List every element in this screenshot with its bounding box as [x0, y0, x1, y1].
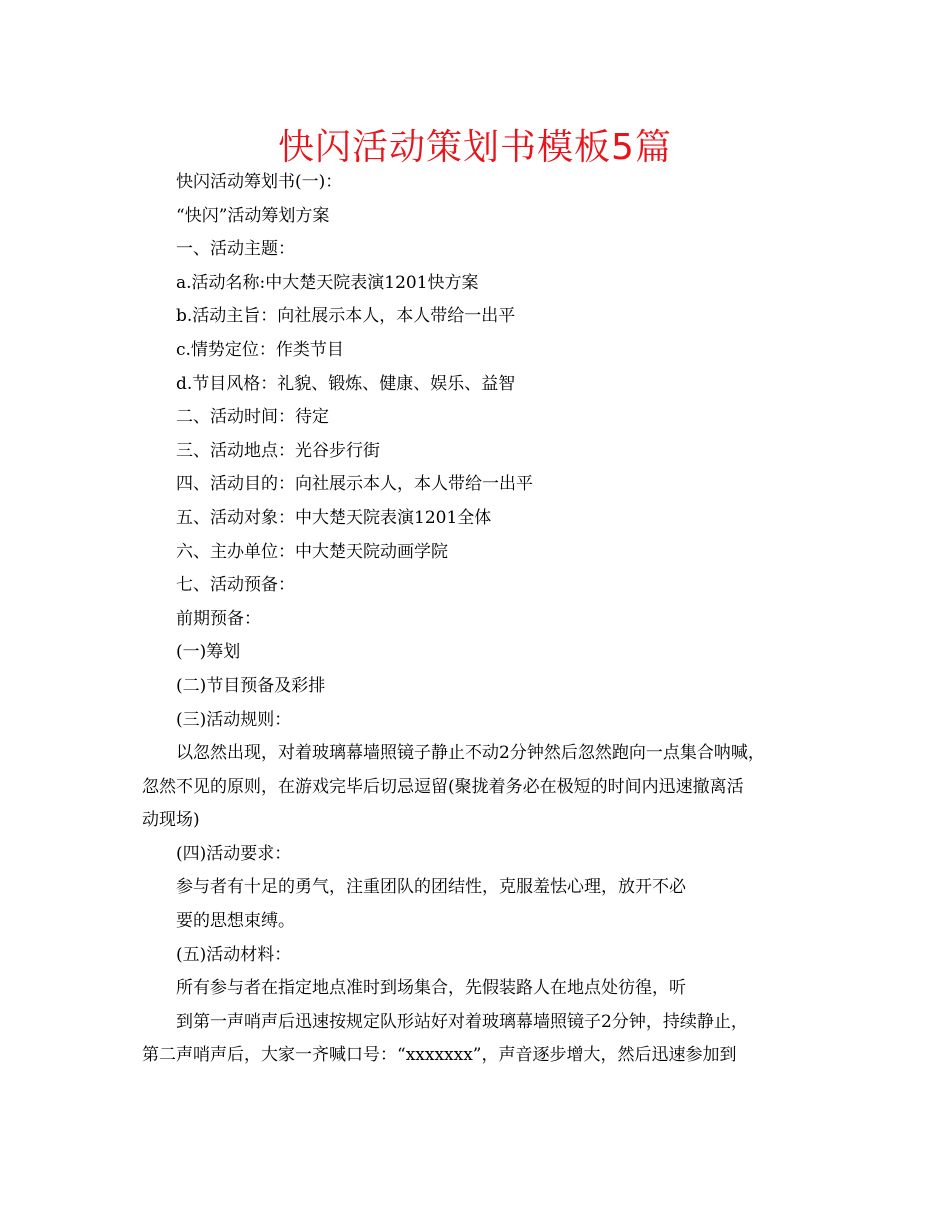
paragraph-line: 第二声哨声后，大家一齐喊口号：“xxxxxxx”，声音逐步增大，然后迅速参加到: [142, 1045, 737, 1066]
body-line: 快闪活动筹划书(一)：: [176, 172, 343, 192]
section-heading: 四、活动目的：向社展示本人，本人带给一出平: [176, 474, 533, 495]
section-heading: 一、活动主题：: [176, 239, 295, 260]
subsection-heading: (二)节目预备及彩排: [176, 675, 326, 696]
section-heading: 六、主办单位：中大楚天院动画学院: [176, 541, 448, 562]
paragraph-line: 动现场): [142, 810, 200, 831]
subsection-heading: (四)活动要求：: [176, 843, 292, 864]
paragraph-line: 参与者有十足的勇气，注重团队的团结性，克服羞怯心理，放开不必: [176, 877, 686, 898]
section-heading: 五、活动对象：中大楚天院表演1201全体: [176, 507, 492, 528]
body-line: d.节目风格：礼貌、锻炼、健康、娱乐、益智: [176, 373, 516, 394]
body-line: 前期预备：: [176, 608, 261, 629]
paragraph-line: 忽然不见的原则，在游戏完毕后切忌逗留(聚拢着务必在极短的时间内迅速撤离活: [142, 776, 744, 797]
paragraph-line: 到第一声哨声后迅速按规定队形站好对着玻璃幕墙照镜子2分钟，持续静止，: [176, 1011, 748, 1032]
paragraph-line: 以忽然出现，对着玻璃幕墙照镜子静止不动2分钟然后忽然跑向一点集合呐喊，: [176, 743, 765, 764]
subsection-heading: (一)筹划: [176, 642, 241, 663]
body-line: b.活动主旨：向社展示本人，本人带给一出平: [176, 306, 516, 327]
subsection-heading: (三)活动规则：: [176, 709, 292, 730]
body-line: c.情势定位：作类节目: [176, 339, 344, 360]
paragraph-line: 所有参与者在指定地点准时到场集合，先假装路人在地点处彷徨，听: [176, 978, 686, 999]
subsection-heading: (五)活动材料：: [176, 944, 292, 965]
section-heading: 七、活动预备：: [176, 575, 295, 596]
paragraph-line: 要的思想束缚。: [176, 911, 295, 932]
section-heading: 二、活动时间：待定: [176, 407, 329, 428]
document-title: 快闪活动策划书模板5篇: [278, 127, 672, 168]
document-body: [142, 166, 832, 1073]
body-line: “快闪”活动筹划方案: [176, 205, 330, 226]
section-heading: 三、活动地点：光谷步行街: [176, 440, 380, 461]
body-line: a.活动名称:中大楚天院表演1201快方案: [176, 272, 479, 293]
